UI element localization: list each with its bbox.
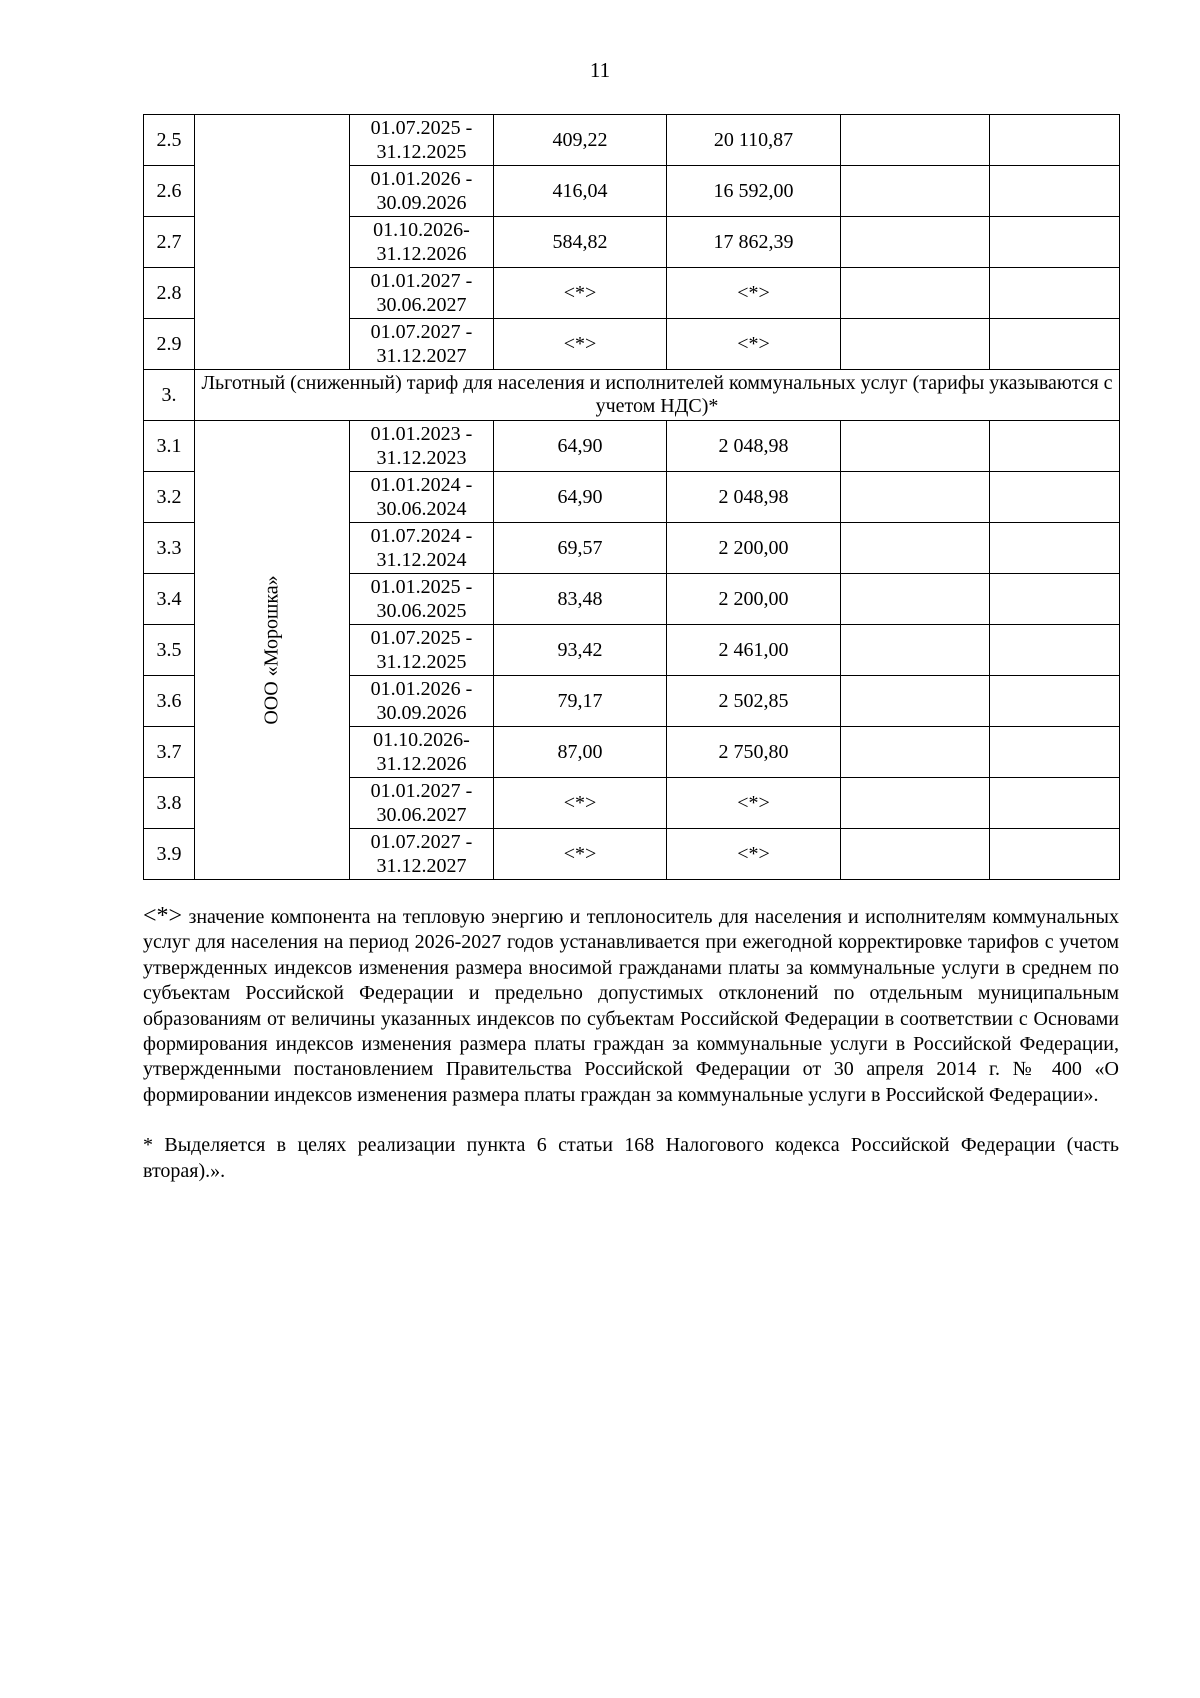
empty-cell [990, 115, 1120, 166]
empty-cell [990, 778, 1120, 829]
tariff-value-2: 2 502,85 [667, 676, 841, 727]
tariff-value-1: 584,82 [494, 217, 667, 268]
row-number: 2.9 [144, 319, 195, 370]
row-number: 3.7 [144, 727, 195, 778]
period-text: 01.01.2024 - 30.06.2024 [370, 474, 473, 520]
tariff-value-1: 416,04 [494, 166, 667, 217]
tariff-value-1: <*> [494, 319, 667, 370]
row-number: 3.3 [144, 523, 195, 574]
empty-cell [841, 574, 990, 625]
row-number: 3.6 [144, 676, 195, 727]
footnote-components [143, 904, 1119, 1108]
period-text: 01.07.2025 - 31.12.2025 [370, 627, 473, 673]
footnote-components-text: значение компонента на тепловую энергию и теплоноситель для населения и исполнителям коммунальных услуг для населения на период 2026-2027 годов устанавливается при ежегодной корректировке тарифов с учетом утвержденных индексов изменения размера вносимой гражданами платы за коммунальные услуги в среднем по субъектам Российской Федерации и предельно допустимых отклонений по отдельным муниципальным образованиям от величины указанных индексов по субъектам Российской Федерации в соответствии с Основами формирования индексов изменения размера платы граждан за коммунальные услуги в Российской Федерации, утвержденными постановлением Правительства Российской Федерации от 30 апреля 2014 г. № 400 «О формировании индексов изменения размера платы граждан за коммунальные услуги в Российской Федерации». [143, 906, 1119, 1106]
empty-cell [990, 625, 1120, 676]
empty-cell [990, 574, 1120, 625]
empty-cell [841, 778, 990, 829]
tariff-value-1: 64,90 [494, 472, 667, 523]
tariff-value-2: <*> [667, 829, 841, 880]
period-cell [350, 472, 494, 523]
row-number: 3.1 [144, 421, 195, 472]
period-text: 01.01.2026 - 30.09.2026 [370, 678, 473, 724]
empty-cell [841, 676, 990, 727]
row-number: 3.5 [144, 625, 195, 676]
period-cell [350, 217, 494, 268]
tariff-value-1: <*> [494, 778, 667, 829]
table-row [144, 115, 1120, 166]
empty-cell [990, 727, 1120, 778]
org-cell-previous [195, 115, 350, 370]
tariff-value-1: 409,22 [494, 115, 667, 166]
empty-cell [990, 217, 1120, 268]
table-row [144, 421, 1120, 472]
section-header-row [144, 370, 1120, 421]
org-name: ООО «Морошка» [260, 575, 283, 725]
empty-cell [841, 829, 990, 880]
empty-cell [841, 421, 990, 472]
section-number: 3. [144, 370, 195, 421]
period-text: 01.07.2025 - 31.12.2025 [370, 117, 473, 163]
footnotes [143, 904, 1119, 1184]
empty-cell [990, 166, 1120, 217]
period-cell [350, 829, 494, 880]
period-text: 01.01.2027 - 30.06.2027 [370, 270, 473, 316]
org-cell [195, 421, 350, 880]
period-cell [350, 166, 494, 217]
tariff-value-1: 69,57 [494, 523, 667, 574]
period-text: 01.07.2027 - 31.12.2027 [370, 831, 473, 877]
empty-cell [841, 727, 990, 778]
section-title: Льготный (сниженный) тариф для населения и исполнителей коммунальных услуг (тарифы указываются с учетом НДС)* [195, 370, 1120, 421]
empty-cell [990, 319, 1120, 370]
tariff-value-2: 2 461,00 [667, 625, 841, 676]
row-number: 3.9 [144, 829, 195, 880]
tariff-value-2: 2 200,00 [667, 523, 841, 574]
period-cell [350, 268, 494, 319]
empty-cell [990, 829, 1120, 880]
period-text: 01.01.2026 - 30.09.2026 [370, 168, 473, 214]
tariff-value-2: <*> [667, 778, 841, 829]
period-cell [350, 778, 494, 829]
row-number: 2.6 [144, 166, 195, 217]
period-text: 01.10.2026- 31.12.2026 [373, 729, 470, 775]
footnote-vat: * Выделяется в целях реализации пункта 6 статьи 168 Налогового кодекса Российской Федерации (часть вторая).». [143, 1134, 1119, 1182]
empty-cell [990, 421, 1120, 472]
tariff-value-2: 16 592,00 [667, 166, 841, 217]
tariff-value-2: 20 110,87 [667, 115, 841, 166]
period-text: 01.07.2024 - 31.12.2024 [370, 525, 473, 571]
row-number: 3.2 [144, 472, 195, 523]
empty-cell [841, 472, 990, 523]
tariff-value-1: 83,48 [494, 574, 667, 625]
period-text: 01.10.2026- 31.12.2026 [373, 219, 470, 265]
tariff-table [143, 114, 1120, 880]
period-cell [350, 676, 494, 727]
tariff-table-body [144, 115, 1120, 880]
period-cell [350, 727, 494, 778]
footnote-mark: <*> [143, 903, 183, 929]
tariff-value-2: <*> [667, 268, 841, 319]
tariff-value-2: 2 048,98 [667, 472, 841, 523]
tariff-value-1: <*> [494, 829, 667, 880]
row-number: 3.4 [144, 574, 195, 625]
period-text: 01.01.2025 - 30.06.2025 [370, 576, 473, 622]
tariff-value-1: 64,90 [494, 421, 667, 472]
tariff-value-2: 17 862,39 [667, 217, 841, 268]
tariff-value-2: 2 200,00 [667, 574, 841, 625]
period-cell [350, 523, 494, 574]
tariff-value-1: 87,00 [494, 727, 667, 778]
row-number: 3.8 [144, 778, 195, 829]
tariff-value-1: 79,17 [494, 676, 667, 727]
row-number: 2.5 [144, 115, 195, 166]
period-cell [350, 115, 494, 166]
empty-cell [990, 268, 1120, 319]
empty-cell [841, 625, 990, 676]
period-cell [350, 421, 494, 472]
empty-cell [841, 268, 990, 319]
empty-cell [841, 166, 990, 217]
empty-cell [990, 676, 1120, 727]
tariff-value-1: 93,42 [494, 625, 667, 676]
empty-cell [990, 523, 1120, 574]
period-text: 01.07.2027 - 31.12.2027 [370, 321, 473, 367]
period-cell [350, 319, 494, 370]
tariff-value-2: 2 048,98 [667, 421, 841, 472]
period-text: 01.01.2023 - 31.12.2023 [370, 423, 473, 469]
period-cell [350, 625, 494, 676]
row-number: 2.7 [144, 217, 195, 268]
tariff-value-2: <*> [667, 319, 841, 370]
row-number: 2.8 [144, 268, 195, 319]
empty-cell [841, 319, 990, 370]
period-text: 01.01.2027 - 30.06.2027 [370, 780, 473, 826]
empty-cell [990, 472, 1120, 523]
empty-cell [841, 115, 990, 166]
period-cell [350, 574, 494, 625]
empty-cell [841, 523, 990, 574]
empty-cell [841, 217, 990, 268]
page-number: 11 [589, 58, 611, 82]
tariff-value-2: 2 750,80 [667, 727, 841, 778]
tariff-value-1: <*> [494, 268, 667, 319]
